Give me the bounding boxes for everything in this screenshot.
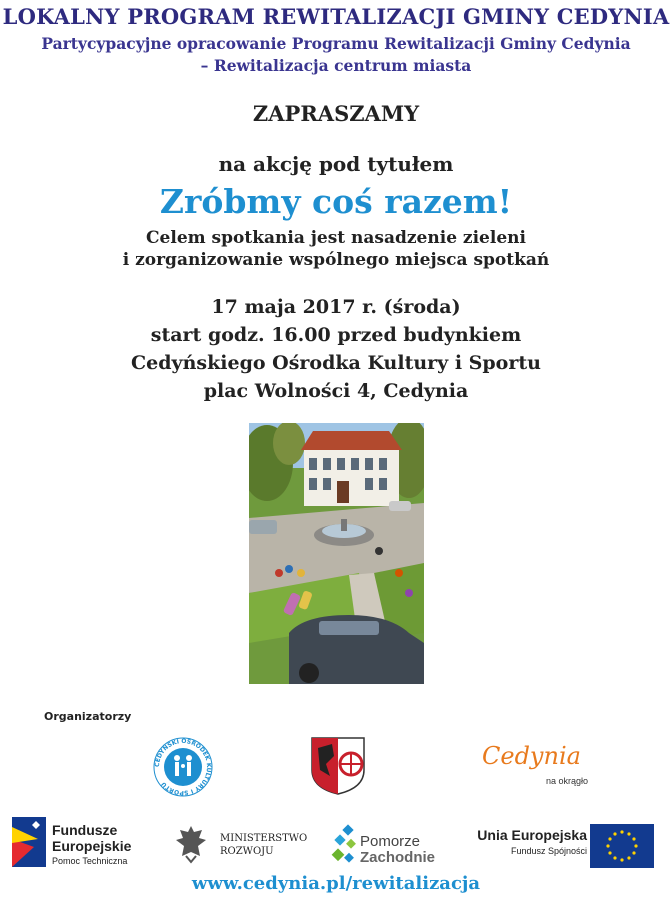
cedynia-na-okraglo-logo <box>482 742 592 792</box>
ministry-line-1: MINISTERSTWO <box>220 833 308 844</box>
event-start: start godz. 16.00 przed budynkiem <box>150 324 522 346</box>
pomorze-mark-icon <box>330 824 362 868</box>
event-venue: Cedyńskiego Ośrodka Kultury i Sportu <box>131 352 541 374</box>
eagle-icon <box>174 824 208 864</box>
eu-flag-icon <box>590 824 654 868</box>
pomorze-line-2: Zachodnie <box>360 849 436 866</box>
ministry-line-2: ROZWOJU <box>220 846 274 857</box>
cokis-ring-text: CEDYŃSKI OŚRODEK KULTURY I SPORTU <box>153 737 213 797</box>
fe-line-3: Pomoc Techniczna <box>52 856 128 866</box>
footer-url-link[interactable]: www.cedynia.pl/rewitalizacja <box>191 873 481 894</box>
fe-line-1: Fundusze <box>52 822 118 838</box>
town-square-photo <box>249 423 424 684</box>
cedynia-brand-text: Cedynia <box>482 742 581 770</box>
pomorze-line-1: Pomorze <box>360 833 421 850</box>
invitation-heading: ZAPRASZAMY <box>252 101 420 126</box>
cedynia-crest-logo <box>308 734 368 796</box>
cedynia-tagline: na okrągło <box>546 776 589 786</box>
fe-line-2: Europejskie <box>52 838 132 854</box>
eu-line-2: Fundusz Spójności <box>510 846 587 856</box>
invitation-intro: na akcję pod tytułem <box>218 152 454 176</box>
page-title: LOKALNY PROGRAM REWITALIZACJI GMINY CEDYNIA <box>2 4 670 29</box>
subtitle-line-2: – Rewitalizacja centrum miasta <box>200 56 472 75</box>
goal-line-1: Celem spotkania jest nasadzenie zieleni <box>146 228 526 248</box>
event-date: 17 maja 2017 r. (środa) <box>211 296 461 318</box>
subtitle-line-1: Partycypacyjne opracowanie Programu Rewitalizacji Gminy Cedynia <box>41 34 631 53</box>
event-name: Zróbmy coś razem! <box>159 182 513 221</box>
event-address: plac Wolności 4, Cedynia <box>203 380 469 402</box>
fundusze-europejskie-logo <box>12 817 162 871</box>
pomorze-zachodnie-logo <box>330 824 440 870</box>
organizers-label: Organizatorzy <box>44 710 132 723</box>
fe-flag-icon <box>12 817 46 867</box>
eu-line-1: Unia Europejska <box>477 827 587 843</box>
ministerstwo-rozwoju-logo <box>174 824 314 868</box>
goal-line-2: i zorganizowanie wspólnego miejsca spotkań <box>122 250 550 270</box>
cokis-logo <box>150 734 216 800</box>
unia-europejska-text <box>462 826 587 866</box>
